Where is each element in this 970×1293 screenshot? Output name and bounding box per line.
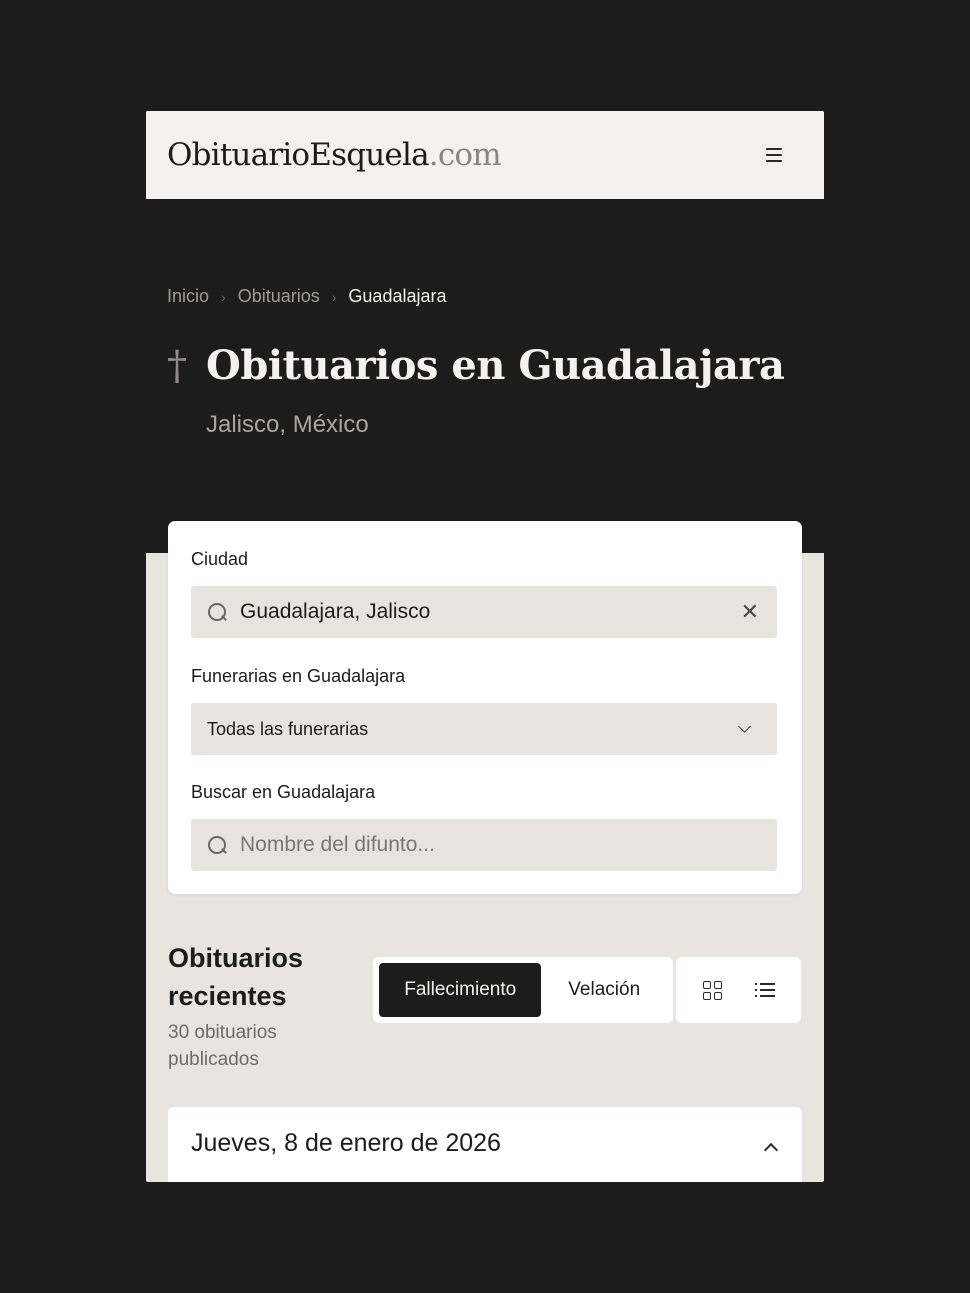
sort-toggle [373,957,673,1023]
logo-main: ObituarioEsquela [167,137,429,173]
name-search-input[interactable] [240,833,761,857]
funeral-select[interactable] [191,703,777,755]
name-search-label: Buscar en Guadalajara [191,782,376,802]
page-frame [146,111,824,1182]
date-group-header[interactable] [168,1107,802,1182]
search-icon [207,602,227,622]
site-header [146,111,824,199]
chevron-right-icon: › [221,288,226,305]
search-panel [168,521,802,894]
city-label: Ciudad [191,549,249,569]
cross-icon: † [167,342,187,389]
logo-tld: .com [428,137,501,173]
page-title: Obituarios en Guadalajara [206,342,785,389]
funeral-label: Funerarias en Guadalajara [191,666,406,686]
chevron-down-icon [738,720,751,733]
search-icon [207,835,227,855]
chevron-right-icon: › [331,288,337,305]
city-field[interactable] [191,586,777,638]
site-logo[interactable] [167,137,501,173]
breadcrumb-item-obituarios[interactable]: Obituarios [237,286,320,306]
breadcrumb [167,286,447,307]
hero-section [146,199,824,553]
page-subtitle: Jalisco, México [206,411,369,438]
close-icon[interactable]: ✕ [740,599,759,624]
breadcrumb-item-inicio[interactable]: Inicio [167,286,210,306]
breadcrumb-item-current: Guadalajara [348,286,447,306]
name-search-field[interactable] [191,819,777,871]
grid-view-icon[interactable] [703,981,722,1000]
city-value[interactable]: Guadalajara, Jalisco [240,600,431,623]
date-group-label: Jueves, 8 de enero de 2026 [191,1129,501,1157]
recent-count: 30 obituarios publicados [168,1022,277,1070]
sort-velacion-button[interactable]: Velación [568,979,641,1000]
chevron-up-icon[interactable] [764,1143,778,1157]
page-title-row [167,342,784,389]
view-toggle [676,957,801,1023]
funeral-select-value: Todas las funerarias [207,718,369,739]
sort-fallecimiento-button[interactable]: Fallecimiento [379,963,541,1017]
hamburger-menu-icon[interactable] [760,141,788,169]
list-view-icon[interactable] [755,982,775,998]
recent-section-title: Obituarios recientes [168,943,304,1011]
